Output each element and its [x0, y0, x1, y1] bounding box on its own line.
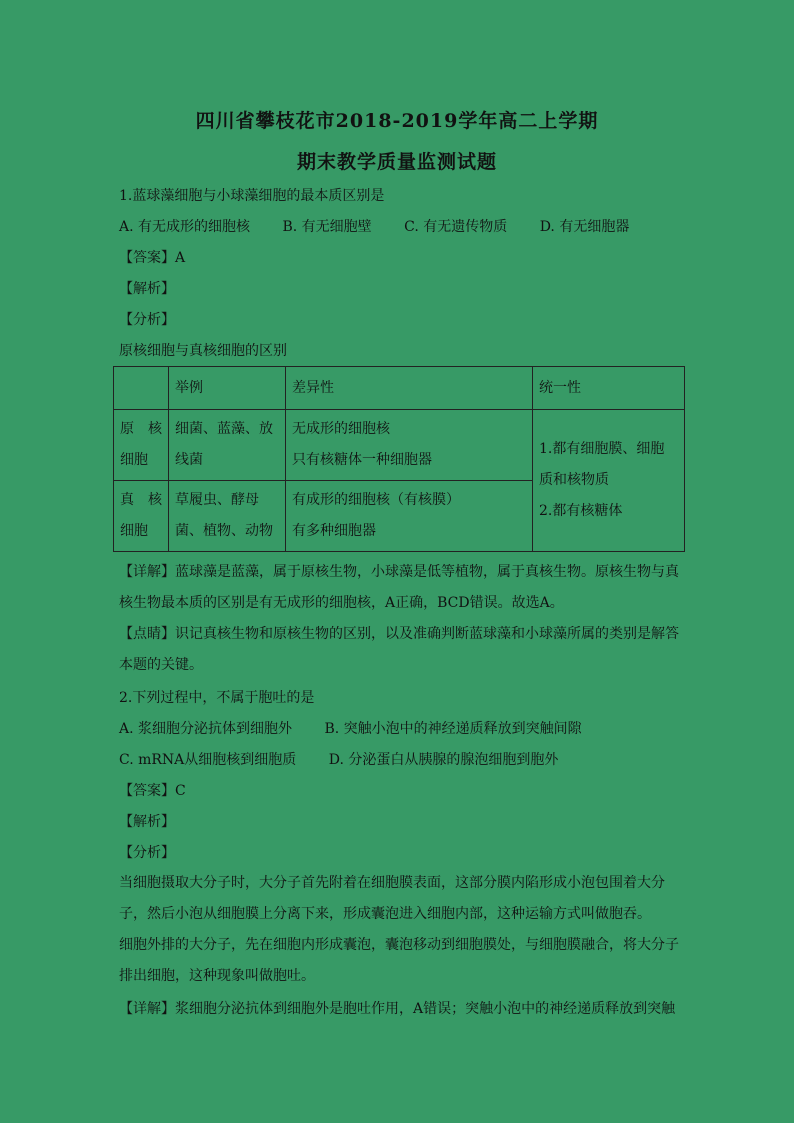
title-line-1: 四川省攀枝花市2018-2019学年高二上学期: [195, 110, 599, 132]
table-cell-diff: [286, 481, 533, 552]
table-cell-examples: 细菌、蓝藻、放线菌: [169, 410, 286, 481]
table-cell-type: 原 核细胞: [114, 410, 169, 481]
q2-option-d: D. 分泌蛋白从胰腺的腺泡细胞到胞外: [328, 752, 559, 768]
q2-paragraph-1: 当细胞摄取大分子时，大分子首先附着在细胞膜表面，这部分膜内陷形成小泡包围着大分子，然后小泡从细胞膜上分离下来，形成囊泡进入细胞内部，这种运输方式叫做胞吞。: [119, 875, 665, 922]
unity-line: 1.都有细胞膜、细胞质和核物质: [539, 441, 665, 488]
q2-option-b: B. 突触小泡中的神经递质释放到突触间隙: [324, 721, 582, 737]
q2-paragraph-2: 细胞外排的大分子，先在细胞内形成囊泡，囊泡移动到细胞膜处，与细胞膜融合，将大分子排出细胞，这种现象叫做胞吐。: [119, 937, 679, 984]
diff-line: 只有核糖体一种细胞器: [292, 452, 432, 468]
table-header-cell: 统一性: [533, 367, 685, 410]
q1-options: [119, 218, 657, 236]
table-header-cell: 举例: [169, 367, 286, 410]
q2-xiangjie: 【详解】浆细胞分泌抗体到细胞外是胞吐作用，A错误；突触小泡中的神经递质释放到突触: [119, 1001, 676, 1017]
comparison-table: [113, 366, 685, 552]
q2-option-a: A. 浆细胞分泌抗体到细胞外: [119, 721, 293, 737]
title-line-2: 期末教学质量监测试题: [296, 151, 497, 173]
table-header-cell: 差异性: [286, 367, 533, 410]
q1-option-b: B. 有无细胞壁: [282, 219, 372, 235]
table-cell-diff: [286, 410, 533, 481]
unity-line: 2.都有核糖体: [539, 503, 623, 519]
q1-question: 1.蓝球藻细胞与小球藻细胞的最本质区别是: [119, 188, 385, 204]
q2-question: 2.下列过程中，不属于胞吐的是: [119, 690, 315, 706]
q1-xiangjie: 【详解】蓝球藻是蓝藻，属于原核生物，小球藻是低等植物，属于真核生物。原核生物与真核生物最本质的区别是有无成形的细胞核，A正确，BCD错误。故选A。: [119, 564, 679, 611]
table-cell-examples: 草履虫、酵母菌、植物、动物: [169, 481, 286, 552]
q2-answer: 【答案】C: [119, 783, 186, 799]
q1-option-c: C. 有无遗传物质: [404, 219, 508, 235]
q2-jiexi: 【解析】: [119, 814, 175, 830]
table-cell-type: 真 核细胞: [114, 481, 169, 552]
table-header-row: [114, 367, 685, 410]
table-cell-unity: [533, 410, 685, 552]
table-row: [114, 410, 685, 481]
q2-option-c: C. mRNA从细胞核到细胞质: [119, 752, 297, 768]
q1-option-d: D. 有无细胞器: [539, 219, 630, 235]
diff-line: 无成形的细胞核: [292, 421, 390, 437]
diff-line: 有成形的细胞核（有核膜）: [292, 492, 460, 508]
diff-line: 有多种细胞器: [292, 523, 376, 539]
table-caption: 原核细胞与真核细胞的区别: [119, 343, 287, 359]
q1-option-a: A. 有无成形的细胞核: [119, 219, 251, 235]
q2-options-ab: [119, 720, 610, 738]
q1-dianjing: 【点睛】识记真核生物和原核生物的区别，以及准确判断蓝球藻和小球藻所属的类别是解答本题的关键。: [119, 626, 679, 673]
q1-jiexi: 【解析】: [119, 281, 175, 297]
q2-options-cd: [119, 751, 586, 769]
q1-answer: 【答案】A: [119, 250, 186, 266]
q2-fenxi: 【分析】: [119, 845, 175, 861]
table-header-cell: [114, 367, 169, 410]
q1-fenxi: 【分析】: [119, 312, 175, 328]
